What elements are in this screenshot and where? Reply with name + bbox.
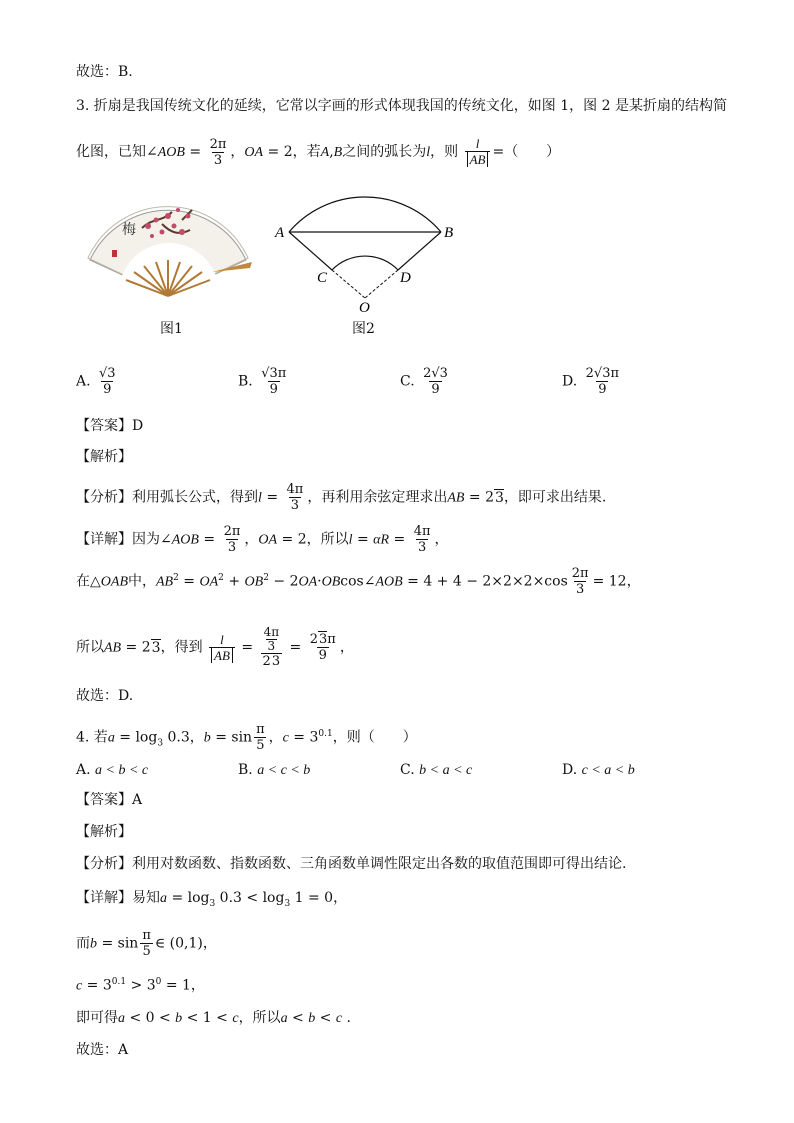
q4-final: 故选：A: [76, 1042, 129, 1058]
q3-analysis-heading: 【解析】: [76, 449, 132, 465]
q3-option-d: D. $\frac{2√3\pi}{9}$: [562, 366, 620, 397]
q4-option-a: A. a < b < c: [76, 762, 149, 778]
q4-option-d: D. c < a < b: [562, 762, 635, 778]
q3-stem-line1: 3. 折扇是我国传统文化的延续，它常以字画的形式体现我国的传统文化，如图 1，图 2 是某折扇的结构简: [76, 98, 727, 114]
q4-option-c: C. b < a < c: [400, 762, 473, 778]
label-A: A: [275, 225, 285, 241]
label-C: C: [317, 270, 328, 286]
q4-fenxi: 【分析】利用对数函数、指数函数、三角函数单调性限定出各数的取值范围即可得出结论.: [76, 856, 627, 872]
frac-l-over-ab: $\frac{l}{AB}$: [465, 136, 491, 168]
q4-b-range: 而b = sin $\frac{\pi}{5}$ ∈ (0,1)，: [76, 928, 217, 959]
q3-result: 所以AB = 23，得到 $\frac{l}{AB}$ = $\frac{\frac{4\pi}{3}}{23}$ = $\frac{23\pi}{9}$ ，: [76, 625, 354, 669]
fan-structure-diagram: [270, 190, 460, 314]
frac-2pi-3: $\frac{2\pi}{3}$: [209, 136, 227, 168]
q4-c-range: $c = 3^{0.1} > 3^0 = 1$，: [76, 977, 205, 994]
q4-option-b: B. a < c < b: [238, 762, 311, 778]
q3-final: 故选：D.: [76, 688, 134, 704]
q3-xiangjie: 【详解】因为∠AOB = $\frac{2\pi}{3}$ ，OA = 2，所以l = αR = $\frac{4\pi}{3}$ ，: [76, 524, 449, 555]
q4-conclusion: 即可得a < 0 < b < 1 < c，所以a < b < c .: [76, 1010, 351, 1026]
folding-fan-image: [82, 198, 254, 302]
q3-stem-line2: 化图，已知∠AOB = $\frac{2\pi}{3}$ ，OA = 2，若A,B之间的弧长为l，则 $\frac{l}{AB}$ =（ ）: [76, 136, 561, 168]
fan-calligraphy: 梅: [122, 222, 136, 238]
q4-xiangjie: 【详解】易知$a = \log_3 0.3 < \log_3 1 = 0$，: [76, 890, 348, 909]
q4-stem: 4. 若$a = \log_3 0.3$，b = sin $\frac{\pi}{5}$ ，$c = 3^{0.1}$，则（ ）: [76, 722, 417, 753]
q3-option-c: C. $\frac{2√3}{9}$: [400, 366, 448, 397]
q3-option-a: A. $\frac{√3}{9}$: [76, 366, 116, 397]
figure2-caption: 图2: [352, 321, 375, 337]
label-O: O: [359, 300, 370, 314]
q3-fenxi: 【分析】利用弧长公式，得到l = $\frac{4\pi}{3}$ ，再利用余弦定理求出AB = 23，即可求出结果.: [76, 482, 607, 513]
label-B: B: [444, 225, 454, 241]
q4-answer: 【答案】A: [76, 792, 143, 808]
prev-answer: 故选：B.: [76, 64, 133, 80]
label-D: D: [400, 270, 411, 286]
q3-answer: 【答案】D: [76, 418, 144, 434]
q3-option-b: B. $\frac{√3\pi}{9}$: [238, 366, 287, 397]
figure1-caption: 图1: [160, 321, 183, 337]
q3-cosine-law: 在△OAB中，$AB^2 = OA^2 + OB^2$ − 2OA·OBcos∠AOB = 4 + 4 − 2×2×2×cos $\frac{2\pi}{3}$ = 12，: [76, 566, 641, 597]
q4-analysis-heading: 【解析】: [76, 824, 132, 840]
